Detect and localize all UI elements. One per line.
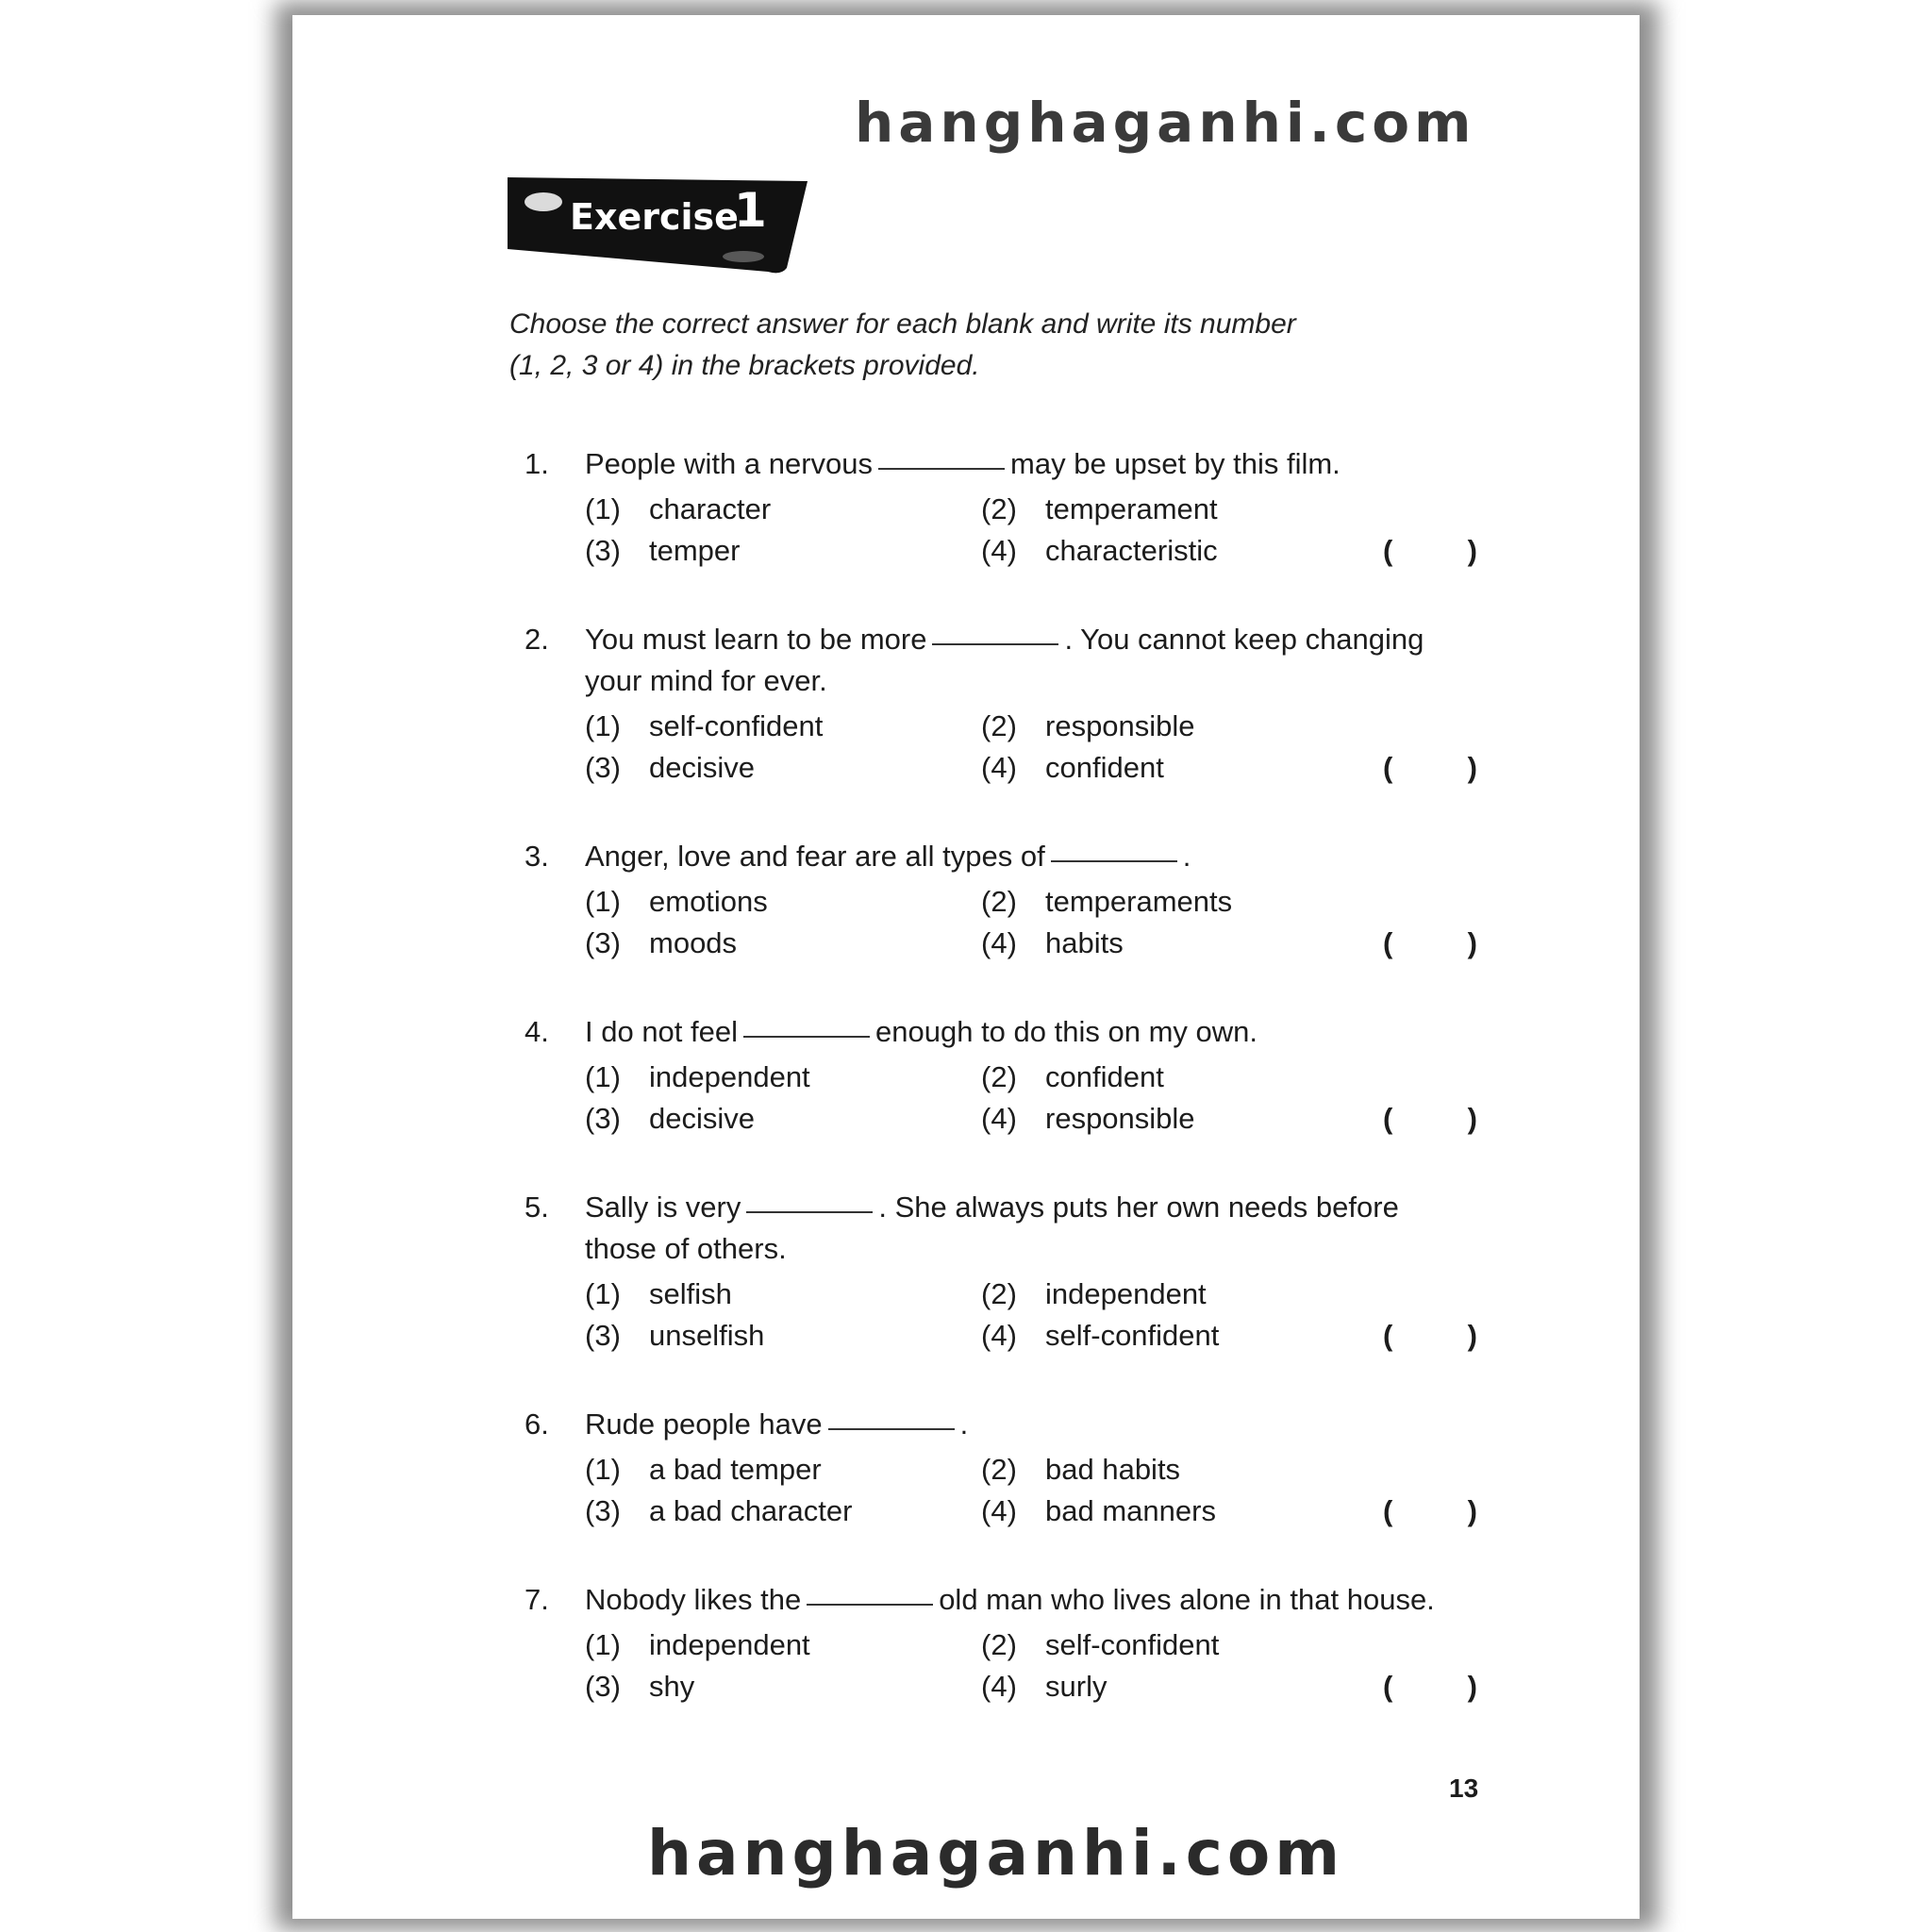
option (585, 1666, 981, 1707)
option-number: (3) (585, 1102, 621, 1135)
option-grid (585, 1274, 1477, 1357)
option-text: bad manners (1045, 1494, 1216, 1527)
bracket-open: ( (1383, 1494, 1393, 1527)
option (585, 1449, 981, 1491)
option-text: independent (1045, 1277, 1207, 1310)
option-grid (585, 1057, 1477, 1140)
option-number: (4) (981, 1494, 1017, 1527)
instructions-line-2: (1, 2, 3 or 4) in the brackets provided. (509, 350, 980, 381)
answer-brackets[interactable] (1383, 530, 1477, 572)
question-number: 3. (525, 840, 549, 873)
answer-brackets[interactable] (1383, 1491, 1477, 1532)
option-grid (585, 881, 1477, 964)
option-grid (585, 489, 1477, 572)
answer-brackets[interactable] (1383, 1315, 1477, 1357)
question-text-after: . (959, 1407, 969, 1441)
option (585, 1624, 981, 1666)
option-text: confident (1045, 751, 1164, 784)
option-text: character (649, 492, 772, 525)
bracket-close: ) (1467, 1494, 1477, 1527)
question-text-after: . (1182, 840, 1191, 873)
exercise-number: 1 (734, 183, 767, 238)
option (981, 530, 1377, 572)
option-text: self-confident (1045, 1319, 1220, 1352)
option-text: responsible (1045, 709, 1195, 742)
question-text-before: Rude people have (585, 1407, 823, 1441)
option (585, 706, 981, 747)
option-number: (3) (585, 926, 621, 959)
bracket-open: ( (1383, 1319, 1393, 1352)
option-text: temperament (1045, 492, 1218, 525)
question-text (585, 619, 1453, 702)
question-text-before: You must learn to be more (585, 623, 927, 656)
option (585, 923, 981, 964)
option-number: (3) (585, 1319, 621, 1352)
question-text-after: enough to do this on my own. (875, 1015, 1257, 1048)
question-text (585, 443, 1453, 485)
option-text: temper (649, 534, 741, 567)
option-number: (1) (585, 1453, 621, 1486)
option (981, 1274, 1377, 1315)
question-text (585, 1011, 1453, 1053)
option (981, 1666, 1377, 1707)
option (585, 489, 981, 530)
question-7 (525, 1579, 1477, 1707)
watermark-top: hanghaganhi.com (855, 91, 1476, 155)
option-text: independent (649, 1060, 810, 1093)
question-text-before: People with a nervous (585, 447, 874, 480)
answer-blank (932, 641, 1058, 645)
option-text: habits (1045, 926, 1124, 959)
option (981, 1057, 1377, 1098)
question-number: 2. (525, 623, 549, 656)
question-number: 7. (525, 1583, 549, 1616)
option-text: shy (649, 1670, 695, 1703)
exercise-banner (508, 177, 809, 277)
bracket-close: ) (1467, 1102, 1477, 1135)
option (981, 1491, 1377, 1532)
option-text: confident (1045, 1060, 1164, 1093)
option (585, 1491, 981, 1532)
option-number: (2) (981, 1060, 1017, 1093)
question-text (585, 1404, 1453, 1445)
option-number: (2) (981, 1453, 1017, 1486)
instructions (509, 304, 1434, 387)
option-number: (2) (981, 492, 1017, 525)
option-text: a bad character (649, 1494, 853, 1527)
question-4 (525, 1011, 1477, 1140)
option-text: characteristic (1045, 534, 1218, 567)
option-text: independent (649, 1628, 810, 1661)
option-number: (3) (585, 534, 621, 567)
question-text-before: Nobody likes the (585, 1583, 802, 1616)
answer-blank (1051, 858, 1177, 862)
option-number: (1) (585, 1060, 621, 1093)
option-number: (4) (981, 926, 1017, 959)
option (981, 1098, 1377, 1140)
answer-blank (746, 1209, 873, 1213)
option (981, 489, 1377, 530)
option-text: self-confident (1045, 1628, 1220, 1661)
option (585, 1098, 981, 1140)
option-text: surly (1045, 1670, 1108, 1703)
option-number: (1) (585, 885, 621, 918)
option-text: emotions (649, 885, 768, 918)
option-text: temperaments (1045, 885, 1233, 918)
option (981, 747, 1377, 789)
option-number: (4) (981, 1319, 1017, 1352)
option (585, 530, 981, 572)
option-grid (585, 1449, 1477, 1532)
answer-blank (878, 466, 1005, 470)
bracket-open: ( (1383, 926, 1393, 959)
option-number: (4) (981, 1102, 1017, 1135)
option-number: (4) (981, 751, 1017, 784)
answer-blank (807, 1602, 933, 1606)
bracket-close: ) (1467, 926, 1477, 959)
option (585, 747, 981, 789)
answer-blank (743, 1034, 870, 1038)
bracket-open: ( (1383, 751, 1393, 784)
question-text-before: Anger, love and fear are all types of (585, 840, 1045, 873)
question-text-after: old man who lives alone in that house. (939, 1583, 1435, 1616)
question-number: 6. (525, 1407, 549, 1441)
question-number: 5. (525, 1191, 549, 1224)
option-number: (2) (981, 1277, 1017, 1310)
answer-brackets[interactable] (1383, 923, 1477, 964)
answer-brackets[interactable] (1383, 1098, 1477, 1140)
question-1 (525, 443, 1477, 572)
option (585, 1315, 981, 1357)
question-2 (525, 619, 1477, 789)
question-text-after: . She always puts her own needs before those of others. (585, 1191, 1399, 1265)
option-number: (1) (585, 1628, 621, 1661)
option (585, 1057, 981, 1098)
option-number: (2) (981, 709, 1017, 742)
question-list (525, 443, 1477, 1755)
bracket-close: ) (1467, 1319, 1477, 1352)
question-text (585, 1187, 1453, 1270)
bracket-open: ( (1383, 1102, 1393, 1135)
question-5 (525, 1187, 1477, 1357)
option-number: (1) (585, 492, 621, 525)
option-text: moods (649, 926, 738, 959)
option-number: (4) (981, 1670, 1017, 1703)
bracket-open: ( (1383, 534, 1393, 567)
question-number: 1. (525, 447, 549, 480)
answer-brackets[interactable] (1383, 747, 1477, 789)
exercise-label: Exercise (570, 196, 739, 238)
answer-blank (828, 1426, 955, 1430)
question-3 (525, 836, 1477, 964)
option-number: (3) (585, 1670, 621, 1703)
option-text: decisive (649, 1102, 755, 1135)
question-text (585, 1579, 1453, 1621)
option (981, 881, 1377, 923)
page-number: 13 (1449, 1774, 1479, 1803)
option-number: (1) (585, 709, 621, 742)
option-text: bad habits (1045, 1453, 1181, 1486)
option (981, 923, 1377, 964)
option-text: responsible (1045, 1102, 1195, 1135)
watermark-bottom: hanghaganhi.com (647, 1817, 1344, 1890)
option-text: selfish (649, 1277, 732, 1310)
option (981, 706, 1377, 747)
question-text-before: Sally is very (585, 1191, 741, 1224)
option-grid (585, 706, 1477, 789)
option (585, 881, 981, 923)
option-number: (1) (585, 1277, 621, 1310)
option-number: (2) (981, 1628, 1017, 1661)
option (981, 1449, 1377, 1491)
option-number: (4) (981, 534, 1017, 567)
option-number: (3) (585, 1494, 621, 1527)
question-6 (525, 1404, 1477, 1532)
question-number: 4. (525, 1015, 549, 1048)
question-text-after: . You cannot keep changing your mind for ever. (585, 623, 1424, 697)
question-text-before: I do not feel (585, 1015, 739, 1048)
option-text: a bad temper (649, 1453, 822, 1486)
option-number: (3) (585, 751, 621, 784)
bracket-close: ) (1467, 751, 1477, 784)
question-text (585, 836, 1453, 877)
bracket-close: ) (1467, 534, 1477, 567)
bracket-open: ( (1383, 1670, 1393, 1703)
answer-brackets[interactable] (1383, 1666, 1477, 1707)
option-number: (2) (981, 885, 1017, 918)
option-grid (585, 1624, 1477, 1707)
question-text-after: may be upset by this film. (1010, 447, 1341, 480)
option-text: unselfish (649, 1319, 765, 1352)
instructions-line-1: Choose the correct answer for each blank and write its number (509, 308, 1296, 340)
option-text: decisive (649, 751, 755, 784)
option (981, 1624, 1377, 1666)
option (981, 1315, 1377, 1357)
option-text: self-confident (649, 709, 824, 742)
bracket-close: ) (1467, 1670, 1477, 1703)
option (585, 1274, 981, 1315)
